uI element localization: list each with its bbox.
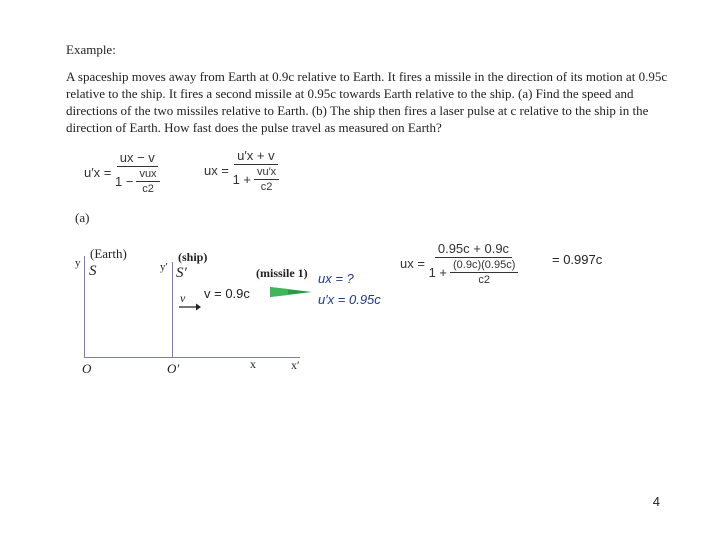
calc-den-denominator: c2	[478, 274, 490, 286]
formula1-den-one: 1 −	[115, 174, 134, 189]
earth-y-label: y	[75, 257, 81, 269]
calculation-formula	[400, 241, 518, 286]
problem-text: A spaceship moves away from Earth at 0.9c relative to Earth. It fires a missile in the direction of its motion at 0.95c relative to the ship. It fires a second missile at 0.95c towards Earth relative to the ship. (a) Find the speed and directions of the two missiles relative to Earth. (b) The ship then fires a laser pulse at c relative to the ship in the direction of Earth. How fast does the pulse travel as measured on Earth?	[66, 69, 668, 135]
missile-u-prime: u′x = 0.95c	[318, 292, 381, 307]
calc-den-numerator: (0.9c)(0.95c)	[450, 259, 518, 273]
formula1-numerator: ux − v	[117, 150, 158, 167]
formula-transform-inverse	[84, 150, 160, 195]
formula2-den-numerator: vu′x	[254, 166, 279, 180]
ship-y-label: y′	[160, 261, 168, 273]
velocity-value: v = 0.9c	[204, 286, 250, 301]
velocity-symbol: v	[180, 291, 186, 305]
formula2-lhs: ux =	[204, 163, 229, 178]
slide-heading: Example:	[66, 42, 116, 57]
missile-ux-query: ux = ?	[318, 271, 354, 286]
formula2-den-one: 1 +	[232, 172, 251, 187]
formula2-den-denominator: c2	[260, 181, 273, 193]
formula1-den-denominator: c2	[142, 183, 154, 195]
calculation-result: = 0.997c	[552, 252, 603, 267]
formula1-den-numerator: vux	[136, 168, 159, 182]
formula1-lhs: u′x =	[84, 165, 112, 180]
ship-label: (ship)	[178, 250, 208, 264]
formula-velocity-addition	[204, 148, 279, 193]
earth-label: (Earth)	[90, 246, 127, 261]
x-prime-label: x′	[291, 358, 300, 372]
calc-lhs: ux =	[400, 256, 425, 271]
earth-origin-label: O	[82, 361, 92, 376]
velocity-arrow	[178, 302, 202, 312]
page-number: 4	[652, 494, 660, 509]
earth-frame-label: S	[89, 263, 97, 279]
x-label: x	[250, 357, 256, 371]
calc-numerator: 0.95c + 0.9c	[435, 241, 512, 258]
ship-origin-label: O′	[167, 361, 180, 376]
ship-y-axis	[172, 262, 173, 358]
part-a-label: (a)	[75, 210, 90, 225]
missile-label: (missile 1)	[256, 266, 308, 280]
x-axis	[84, 357, 300, 358]
formula2-numerator: u′x + v	[234, 148, 277, 165]
calc-den-one: 1 +	[428, 265, 447, 280]
missile-shape	[268, 284, 314, 300]
earth-y-axis	[84, 256, 85, 358]
ship-frame-label: S′	[176, 265, 187, 281]
